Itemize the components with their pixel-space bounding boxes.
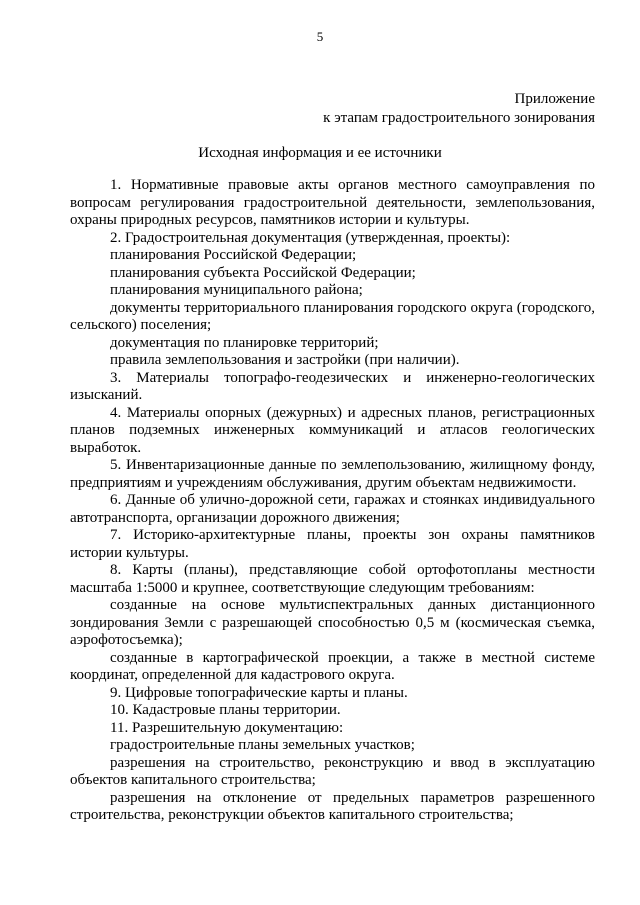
paragraph: созданные в картографической проекции, а также в местной системе координат, определенной для кадастрового округа. <box>70 649 595 683</box>
paragraph: 11. Разрешительную документацию: <box>110 719 344 736</box>
paragraph: планирования Российской Федерации; <box>110 247 357 263</box>
paragraph: 1. Нормативные правовые акты органов местного самоуправления по вопросам регулирования градостроительной деятельности, землепользования, охраны природных ресурсов, памятников истории и культуры. <box>70 177 595 228</box>
document-title: Исходная информация и ее источники <box>198 145 442 161</box>
paragraph: планирования субъекта Российской Федерации; <box>110 264 416 281</box>
paragraph: градостроительные планы земельных участков; <box>110 737 415 753</box>
appendix-label: Приложение <box>514 91 595 107</box>
paragraph: 7. Историко-архитектурные планы, проекты зон охраны памятников истории культуры. <box>70 527 595 561</box>
paragraph: 10. Кадастровые планы территории. <box>110 702 341 718</box>
appendix-subtitle: к этапам градостроительного зонирования <box>323 110 595 126</box>
paragraph: 4. Материалы опорных (дежурных) и адресных планов, регистрационных планов подземных инженерных коммуникаций и атласов геологических выработок. <box>70 404 595 456</box>
document-body <box>70 177 595 825</box>
paragraph: 2. Градостроительная документация (утвержденная, проекты): <box>110 229 511 246</box>
paragraph: разрешения на строительство, реконструкцию и ввод в эксплуатацию объектов капитального строительства; <box>70 754 595 788</box>
paragraph: 6. Данные об улично-дорожной сети, гаражах и стоянках индивидуального автотранспорта, организации дорожного движения; <box>70 492 595 526</box>
paragraph: документы территориального планирования городского округа (городского, сельского) поселения; <box>70 299 595 333</box>
page-number: 5 <box>316 29 324 44</box>
paragraph: созданные на основе мультиспектральных данных дистанционного зондирования Земли с разрешающей способностью 0,5 м (космическая съемка, аэрофотосъемка); <box>70 597 595 648</box>
paragraph: 5. Инвентаризационные данные по землепользованию, жилищному фонду, предприятиям и учреждениям обслуживания, другим объектам недвижимости. <box>70 457 595 491</box>
paragraph: разрешения на отклонение от предельных параметров разрешенного строительства, реконструкции объектов капитального строительства; <box>70 789 595 823</box>
paragraph: правила землепользования и застройки (при наличии). <box>110 352 460 368</box>
paragraph: планирования муниципального района; <box>110 282 363 298</box>
paragraph: документация по планировке территорий; <box>110 334 379 351</box>
paragraph: 9. Цифровые топографические карты и планы. <box>110 684 408 701</box>
paragraph: 3. Материалы топографо-геодезических и инженерно-геологических изысканий. <box>70 369 595 403</box>
paragraph: 8. Карты (планы), представляющие собой ортофотопланы местности масштаба 1:5000 и крупнее, соответствующие следующим требованиям: <box>70 562 595 596</box>
